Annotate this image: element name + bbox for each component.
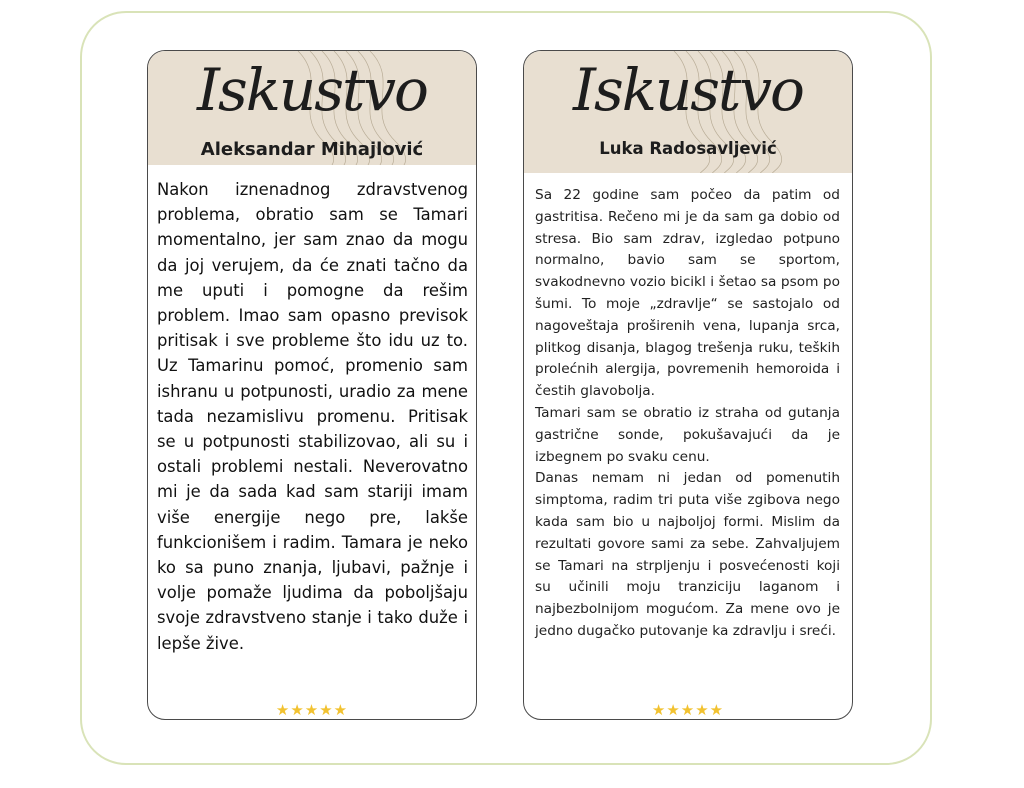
testimonial-paragraph: Nakon iznenadnog zdravstvenog problema, obratio sam se Tamari momentalno, jer sam znao da mogu da joj verujem, da će znati tačno da me uputi i pomogne da rešim problem. Imao sam opasno previsok pritisak i sve probleme što idu uz to. Uz Tamarinu pomoć, promenio sam ishranu u potpunosti, uradio za mene tada nezamislivu promenu. Pritisak se u potpunosti stabilizovao, ali su i ostali problemi nestali. Neverovatno mi je da sada kad sam stariji imam više energije nego pre, lakše funkcionišem i radim. Tamara je neko ko sa puno znanja, ljubavi, pažnje i volje pomaže ljudima da poboljšaju svoje zdravstveno stanje i tako duže i lepše žive. bbox=[157, 180, 468, 653]
script-title: Iskustvo bbox=[197, 56, 427, 124]
testimonial-paragraph: Tamari sam se obratio iz straha od gutanja gastrične sonde, pokušavajući da je izbegnem po svaku cenu. bbox=[535, 404, 840, 465]
script-title: Iskustvo bbox=[573, 56, 803, 124]
testimonial-paragraph: Sa 22 godine sam počeo da patim od gastritisa. Rečeno mi je da sam ga dobio od stresa. Bio sam zdrav, izgledao potpuno normalno, bavio sam se sportom, svakodnevno vozio bicikl i šetao sa psom po šumi. To moje „zdravlje“ se sastojalo od nagoveštaja proširenih vena, lupanja srca, plitkog disanja, blagog trešenja ruku, teških prolećnih alergija, povremenih hemoroida i čestih glavobolja. bbox=[535, 187, 840, 400]
testimonial-card-2 bbox=[523, 50, 853, 720]
five-star-rating-icon: ★★★★★ bbox=[651, 701, 725, 719]
testimonial-card-1 bbox=[147, 50, 477, 720]
card-header bbox=[524, 51, 852, 173]
testimonial-text bbox=[535, 185, 840, 643]
card-header bbox=[148, 51, 476, 165]
testimonial-text bbox=[157, 177, 468, 656]
five-star-rating-icon: ★★★★★ bbox=[275, 701, 349, 719]
reviewer-name: Aleksandar Mihajlović bbox=[200, 139, 424, 160]
testimonial-paragraph: Danas nemam ni jedan od pomenutih simptoma, radim tri puta više zgibova nego kada sam bio u najboljoj formi. Mislim da rezultati govore sami za sebe. Zahvaljujem se Tamari na strpljenju i posvećenosti koji su učinili moju tranziciju laganom i najbezbolnijom mogućom. Za mene ovo je jedno dugačko putovanje ka zdravlju i sreći. bbox=[535, 470, 840, 639]
reviewer-name: Luka Radosavljević bbox=[599, 139, 777, 158]
